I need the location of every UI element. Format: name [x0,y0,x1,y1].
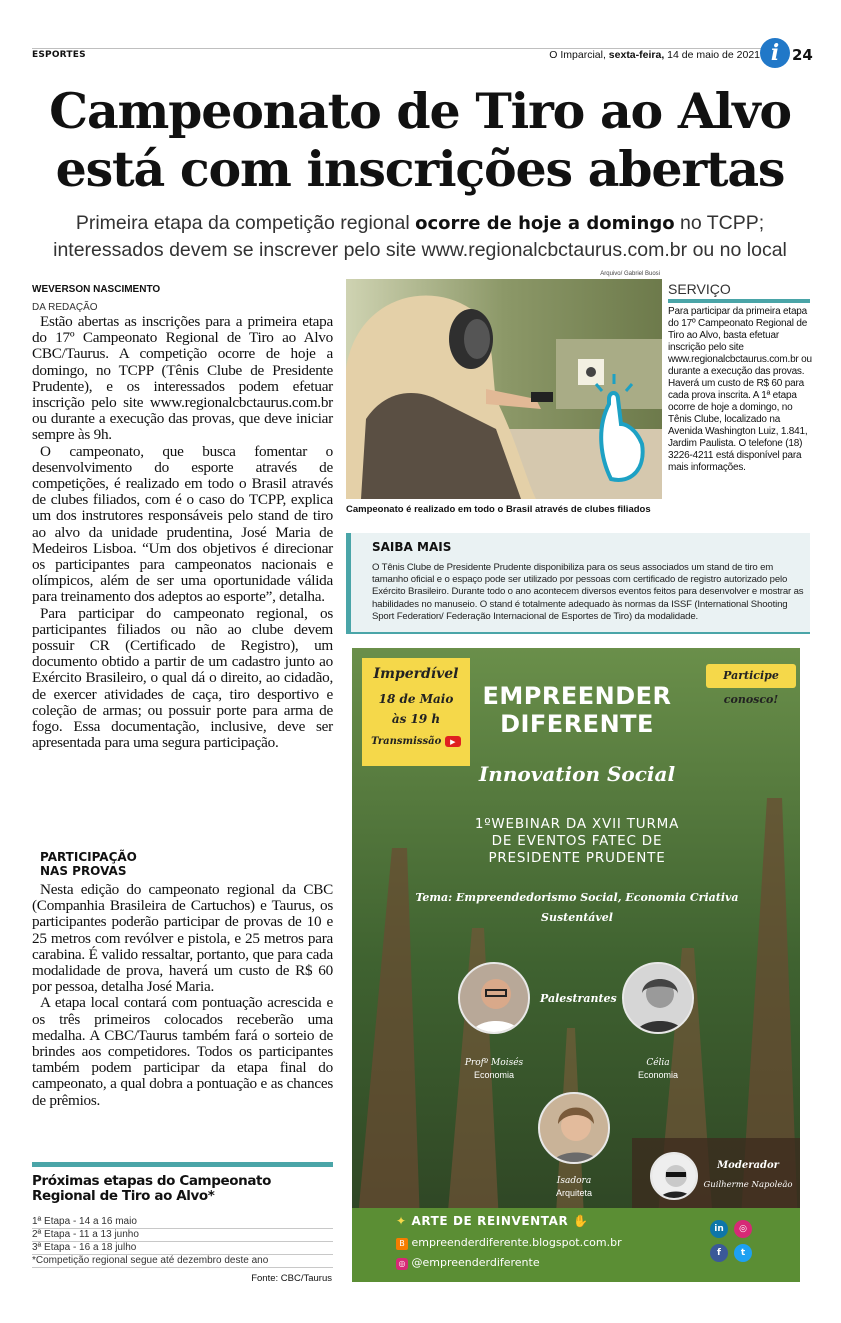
speaker-role: Arquiteta [555,1188,593,1198]
paragraph: O campeonato, que busca fomentar o desenvolvimento do esporte através de competições, é realizado em todo o Brasil através de clubes filiados, com é o caso do TCPP, explica um dos instrutores responsáveis pelo stand de tiro ao alvo da unidade prudentina, José Maria de Medeiros Lisboa. “Um dos objetivos é direcionar os participantes para campeonatos nacionais e olímpicos, além de ser uma oportunidade válida para treinamento dos adeptos ao esporte”, detalha. [32,442,333,606]
instagram-icon[interactable]: ◎ [734,1220,752,1238]
paper-logo: i [760,38,790,68]
schedule-bar [32,1162,333,1167]
twitter-icon[interactable]: t [734,1244,752,1262]
list-item: 1ª Etapa - 14 a 16 maio [32,1216,333,1229]
badge-time: às 19 h [391,712,441,726]
hand-icon: ✋ [573,1214,589,1228]
paragraph: A etapa local contará com pontuação acrescida e os três primeiros colocados receberão uma medalha. A CBC/Taurus também fará o sorteio de brindes aos competidores. Todos os participantes também podem participar da etapa final do campeonato, a qual dobra a pontuação e as chances de prêmios. [32,994,333,1109]
ad-footer [352,1208,800,1282]
paragraph: Nesta edição do campeonato regional da CBC (Companhia Brasileira de Cartuchos) e Taurus, os participantes poderão participar de provas de 10 e 25 metros com revólver e pistola, e 25 metros para carabina. É valido ressaltar, portanto, que para cada modalidade de prova, haverá um custo de R$ 60 por pessoa, detalha José Maria. [32,881,333,996]
participe-badge: Participe conosco! [706,664,796,688]
list-item: 3ª Etapa - 16 a 18 julho [32,1242,333,1255]
servico-text: Para participar da primeira etapa do 17º Campeonato Regional de Tiro ao Alvo, basta efetuar inscrição pelo site www.regionalcbctaurus.com.br ou durante a execução das provas. Haverá um custo de R$ 60 para cada prova inscrita. A 1ª etapa ocorre de hoje a domingo, no Tênis Clube, localizado na Avenida Washington Luiz, 1.841, Jardim Paulista. O telefone (18) 3226-4211 está disponível para mais informações. [668,306,812,473]
list-item: 2ª Etapa - 11 a 13 junho [32,1229,333,1242]
ad-title: EMPREENDER DIFERENTE [482,682,672,738]
article-body [32,314,333,751]
moderator-name: Guilherme Napoleão [703,1180,793,1190]
speaker-name: Profº Moisés [464,1058,524,1068]
section-label: ESPORTES [32,50,86,60]
subhead-line-2: interessados devem se inscrever pelo site www.regionalcbctaurus.com.br ou no local [53,239,787,261]
webinar-ad [352,648,800,1282]
linkedin-icon[interactable]: in [710,1220,728,1238]
schedule-list [32,1216,333,1268]
servico-title: SERVIÇO [668,281,731,297]
speaker-photo [458,962,530,1034]
blogger-icon: B [396,1238,408,1250]
speaker-name: Isadora [556,1176,592,1186]
weekday: sexta-feira, [608,49,665,61]
section-subtitle: PARTICIPAÇÃO NAS PROVAS [40,850,137,878]
page-number: 24 [792,46,813,64]
saiba-mais-title: SAIBA MAIS [372,540,452,554]
photo-caption: Campeonato é realizado em todo o Brasil através de clubes filiados [346,504,651,515]
ad-webinar-text: 1ºWEBINAR DA XVII TURMA DE EVENTOS FATEC DE PRESIDENTE PRUDENTE [474,816,680,866]
byline: WEVERSON NASCIMENTO [32,284,161,295]
schedule-note: *Competição regional segue até dezembro deste ano [32,1255,333,1268]
speaker-role: Economia [473,1070,515,1080]
footer-tagline: ✦ ARTE DE REINVENTAR ✋ [396,1214,589,1228]
footer-blog[interactable]: B empreenderdiferente.blogspot.com.br [396,1236,622,1250]
saiba-mais-bar [346,533,351,634]
speaker-name: Célia [646,1058,670,1068]
paragraph: Para participar do campeonato regional, os participantes filiados ou não ao clube devem possuir CR (Certificado de Registro), um documento obtido a partir de um cadastro junto ao Exército Brasileiro, o qual dá o direito, ao cidadão, de exercer atividades de caça, tiro desportivo e coleção de armas; ou possuir porte para arma de fogo. Essa documentação, inclusive, deve ser apresentada para uma segura participação. [32,604,333,752]
subhead-part-c: no TCPP; [674,212,765,234]
ad-innovation-social: Innovation Social [478,762,676,786]
desk-label: DA REDAÇÃO [32,302,98,313]
schedule-title: Próximas etapas do Campeonato Regional de Tiro ao Alvo* [32,1173,271,1204]
ad-speakers-label: Palestrantes [540,992,617,1005]
event-date-badge [362,658,470,766]
facebook-icon[interactable]: f [710,1244,728,1262]
badge-imperdivel: Imperdível [373,666,459,682]
moderator-photo [650,1152,698,1200]
lightbulb-icon: ✦ [396,1214,407,1228]
headline-line-2: está com inscrições abertas [55,140,785,198]
schedule-source: Fonte: CBC/Taurus [251,1273,332,1284]
article-photo [346,279,662,499]
servico-bar [668,299,810,303]
instagram-icon: ◎ [396,1258,408,1270]
headline-line-1: Campeonato de Tiro ao Alvo [49,82,791,140]
ad-theme: Tema: Empreendedorismo Social, Economia Criativa Sustentável [415,891,739,924]
header-meta [500,49,760,61]
headline [20,82,820,198]
paper-name: O Imparcial, [549,49,606,61]
speaker-photo [622,962,694,1034]
subhead-highlight: ocorre de hoje a domingo [415,213,675,234]
subheadline [20,210,820,263]
edition-date: 14 de maio de 2021 [667,49,760,61]
badge-date: 18 de Maio [378,692,454,706]
speaker-role: Economia [637,1070,679,1080]
shooter-photo-illustration [346,279,662,499]
saiba-mais-text: O Tênis Clube de Presidente Prudente disponibiliza para os seus associados um stand de tiro em tamanho oficial e o espaço pode ser utilizado por pessoas com certificado de registro autorizado pelo Exército Brasileiro. Durante todo o ano acontecem diversos eventos feitos para desenvolver e mostrar as habilidades no manuseio. O stand é totalmente adequado às normas da ISSF (International Shooting Sport Federation/ Federação Internacional de Esportes de Tiro) da modalidade. [372,562,804,622]
moderator-label: Moderador [717,1160,779,1171]
badge-transmission: Transmissão ▶ [362,736,470,747]
youtube-icon: ▶ [445,736,461,747]
paragraph: Estão abertas as inscrições para a primeira etapa do 17º Campeonato Regional de Tiro ao Alvo CBC/Taurus. A competição ocorre de hoje a domingo, no TCPP (Tênis Clube de Presidente Prudente), e os interessados podem efetuar inscrição pelo site www.regionalcbctaurus.com.br ou durante a execução das provas, que deve iniciar sempre às 9h. [32,313,333,444]
footer-instagram[interactable]: ◎ @empreenderdiferente [396,1256,540,1270]
subhead-part-a: Primeira etapa da competição regional [75,212,416,234]
article-body-continued [32,882,333,1109]
speaker-photo [538,1092,610,1164]
photo-credit: Arquivo/ Gabriel Buosi [600,271,660,277]
